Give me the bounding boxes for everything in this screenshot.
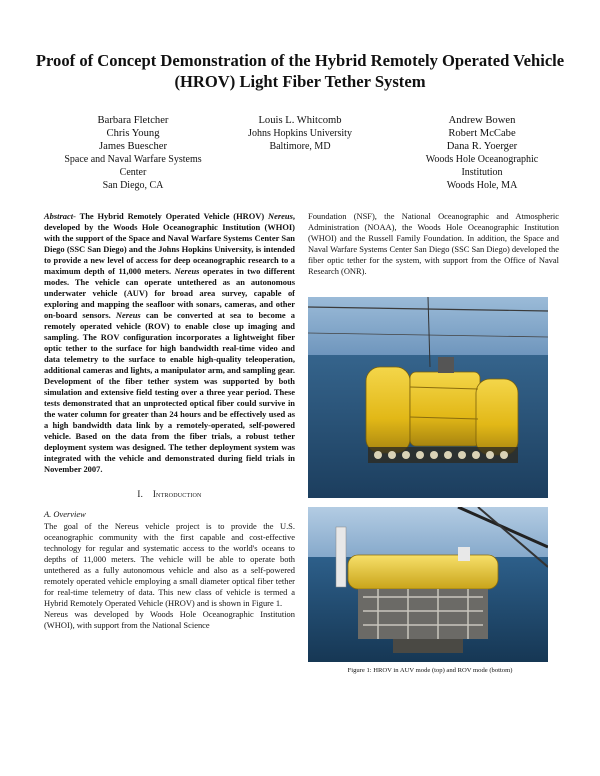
abstract: Abstract- The Hybrid Remotely Operated Vehicle (HROV) Nereus, developed by the Woods Hole Oceanographic Institution (WHOI) with the support of the Space and Naval Warfare Systems Center San Diego (SSC San Diego) and the Johns Hopkins University, is intended to provide a new level of access for deep oceanographic research to a maximum depth of 11,000 meters. Nereus operates in two different modes. The vehicle can operate untethered as an autonomous underwater vehicle (AUV) for broad area survey, capable of exploring and mapping the seafloor with sonars, cameras, and other on-board sensors. Nereus can be converted at sea to become a remotely operated vehicle (ROV) to enable close up imaging and sampling. The ROV configuration incorporates a lightweight fiber optic tether to the surface for high bandwidth real-time video and data telemetry to the surface to enable high-quality teleoperation, additional cameras and lights, a manipulator arm, and sampling gear. Development of the fiber tether system was supported by both simulation and extensive field testing over a three year period. These tests demonstrated that an unprotected optical fiber could survive in the water column for greater than 24 hours and be effectively used as a high bandwidth data link by a remotely-operated, self-powered vehicle. Based on the data from the fiber trials, a robust tether deployment system was designed. The tether deployment system was integrated with the vehicle and demonstrated during field trials in November 2007.	[44, 211, 295, 474]
author-affiliation: Space and Naval Warfare Systems	[64, 154, 202, 165]
author-name: James Buescher	[99, 141, 167, 152]
figure-photo-rov-mode	[308, 507, 548, 662]
section-heading: I. Introduction	[137, 489, 202, 499]
paper-title: Proof of Concept Demonstration of the Hybrid Remotely Operated Vehicle (HROV) Light Fiber Tether System	[35, 51, 565, 91]
figure-photo-auv-mode	[308, 297, 548, 498]
figure-caption: Figure 1: HROV in AUV mode (top) and ROV mode (bottom)	[347, 667, 513, 674]
abstract-label: Abstract-	[44, 211, 76, 221]
author-name: Chris Young	[106, 128, 160, 139]
author-affiliation: San Diego, CA	[102, 180, 164, 191]
author-block-whoi	[400, 114, 564, 192]
author-name: Andrew Bowen	[448, 115, 516, 126]
author-affiliation: Woods Hole Oceanographic	[425, 154, 539, 165]
left-column	[44, 211, 295, 631]
author-name: Dana R. Yoerger	[446, 141, 518, 152]
intro-paragraph: The goal of the Nereus vehicle project is to provide the U.S. oceanographic community with the first capable and cost-effective technology for regular and systematic access to the world's oceans to depths of 11,000 meters. The vehicle will be able to operate both untethered as a fully autonomous vehicle and also as a self-powered remotely operated vehicle employing a small diameter optical fiber tether for real-time telemetry of data. This new class of vehicle is termed a Hybrid Remotely Operated Vehicle (HROV) and is shown in Figure 1.	[44, 521, 295, 608]
author-affiliation: Johns Hopkins University	[248, 128, 352, 139]
author-name: Robert McCabe	[448, 128, 516, 139]
author-block-ssc	[46, 114, 220, 192]
right-column-text: Foundation (NSF), the National Oceanographic and Atmospheric Administration (NOAA), the Woods Hole Oceanographic Institution (WHOI) and the Russell Family Foundation. In addition, the Space and Naval Warfare Systems Center San Diego (SSC San Diego) developed the fiber optic tether for the system, with support from the Office of Naval Research (ONR).	[308, 211, 559, 276]
intro-paragraph: Nereus was developed by Woods Hole Oceanographic Institution (WHOI), with support from the National Science	[44, 609, 295, 630]
author-affiliation: Center	[119, 167, 147, 178]
author-affiliation: Woods Hole, MA	[446, 180, 518, 191]
author-name: Barbara Fletcher	[97, 115, 169, 126]
author-affiliation: Baltimore, MD	[269, 141, 331, 152]
subsection-heading: A. Overview	[44, 509, 86, 519]
author-name: Louis L. Whitcomb	[258, 115, 342, 126]
author-block-jhu	[210, 114, 390, 153]
author-affiliation: Institution	[461, 167, 503, 178]
